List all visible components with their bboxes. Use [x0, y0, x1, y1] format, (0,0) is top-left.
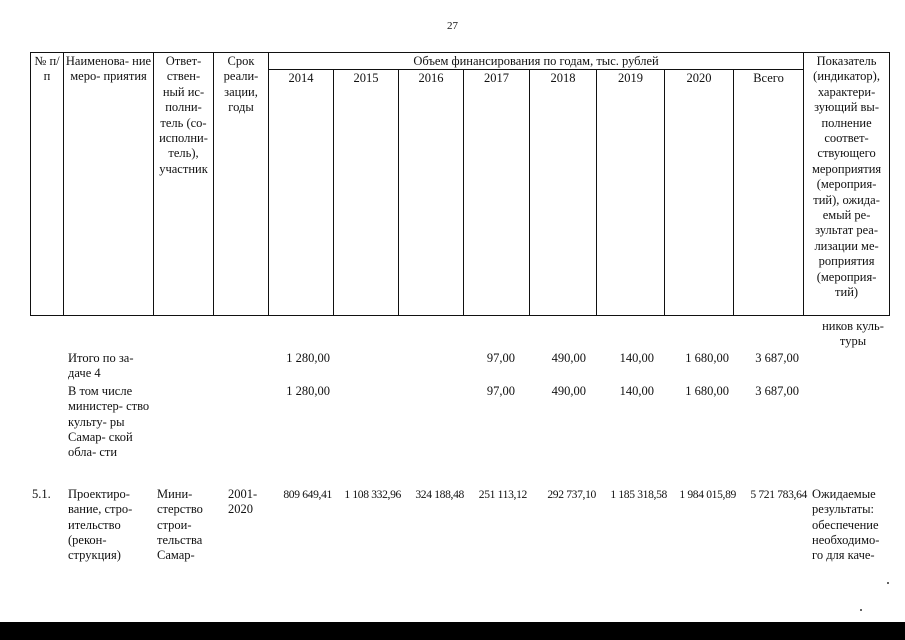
header-year-2019: 2019 — [597, 70, 665, 316]
row-total-task4-name: Итого по за- даче 4 — [68, 351, 134, 381]
row-5-1-total: 5 721 783,64 — [750, 488, 807, 501]
row-total-task4-2020: 1 680,00 — [685, 351, 729, 365]
row-5-1-2014: 809 649,41 — [283, 488, 332, 501]
header-year-2017: 2017 — [464, 70, 530, 316]
header-funding-title: Объем финансирования по годам, тыс. рублей — [269, 53, 804, 70]
header-indicator: Показатель (индикатор), характери- зующий вы- полнение соответ- ствующего мероприятия (мероприя- тий), ожида- емый ре- зультат реа- лизации ме- роприятия (мероприя- тий) — [804, 53, 890, 316]
table-header — [30, 52, 890, 316]
header-year-2014: 2014 — [269, 70, 334, 316]
row-total-task4-2019: 140,00 — [619, 351, 654, 365]
row-5-1-2017: 251 113,12 — [478, 488, 527, 501]
header-term: Срок реали- зации, годы — [214, 53, 269, 316]
row-5-1-term: 2001- 2020 — [228, 487, 258, 517]
page-number: 27 — [447, 20, 458, 32]
scan-speck — [887, 582, 889, 584]
row-5-1-responsible: Мини- стерство строи- тельства Самар- — [157, 487, 203, 563]
row-total-task4-total: 3 687,00 — [755, 351, 799, 365]
row-total-task4-2014: 1 280,00 — [286, 351, 330, 365]
header-year-2018: 2018 — [530, 70, 597, 316]
row-5-1-2016: 324 188,48 — [415, 488, 464, 501]
row-ministry-culture-total: 3 687,00 — [755, 384, 799, 398]
header-name: Наименова- ние меро- приятия — [64, 53, 154, 316]
row-5-1-2015: 1 108 332,96 — [344, 488, 401, 501]
header-year-2015: 2015 — [334, 70, 399, 316]
header-no: № п/п — [31, 53, 64, 316]
row-5-1-2020: 1 984 015,89 — [679, 488, 736, 501]
row-5-1-name: Проектиро- вание, стро- ительство (рекон- струкция) — [68, 487, 133, 563]
header-year-2020: 2020 — [665, 70, 734, 316]
row-5-1-number: 5.1. — [32, 487, 51, 501]
row-ministry-culture-2020: 1 680,00 — [685, 384, 729, 398]
header-responsible: Ответ- ствен- ный ис- полни- тель (со- исполни- тель), участник — [154, 53, 214, 316]
header-total: Всего — [734, 70, 804, 316]
row-5-1-2018: 292 737,10 — [547, 488, 596, 501]
row-5-1-2019: 1 185 318,58 — [610, 488, 667, 501]
row-total-task4-2017: 97,00 — [486, 351, 515, 365]
row-ministry-culture-2019: 140,00 — [619, 384, 654, 398]
scan-bottom-edge — [0, 622, 905, 640]
row-ministry-culture-2018: 490,00 — [551, 384, 586, 398]
scan-speck — [860, 609, 862, 611]
indicator-continuation: ников куль- туры — [822, 319, 884, 348]
row-5-1-indicator: Ожидаемые результаты: обеспечение необходимо- го для каче- — [812, 487, 880, 563]
row-ministry-culture-2017: 97,00 — [486, 384, 515, 398]
row-total-task4-2018: 490,00 — [551, 351, 586, 365]
header-year-2016: 2016 — [399, 70, 464, 316]
row-ministry-culture-name: В том числе министер- ство культу- ры Самар- ской обла- сти — [68, 384, 150, 460]
row-ministry-culture-2014: 1 280,00 — [286, 384, 330, 398]
